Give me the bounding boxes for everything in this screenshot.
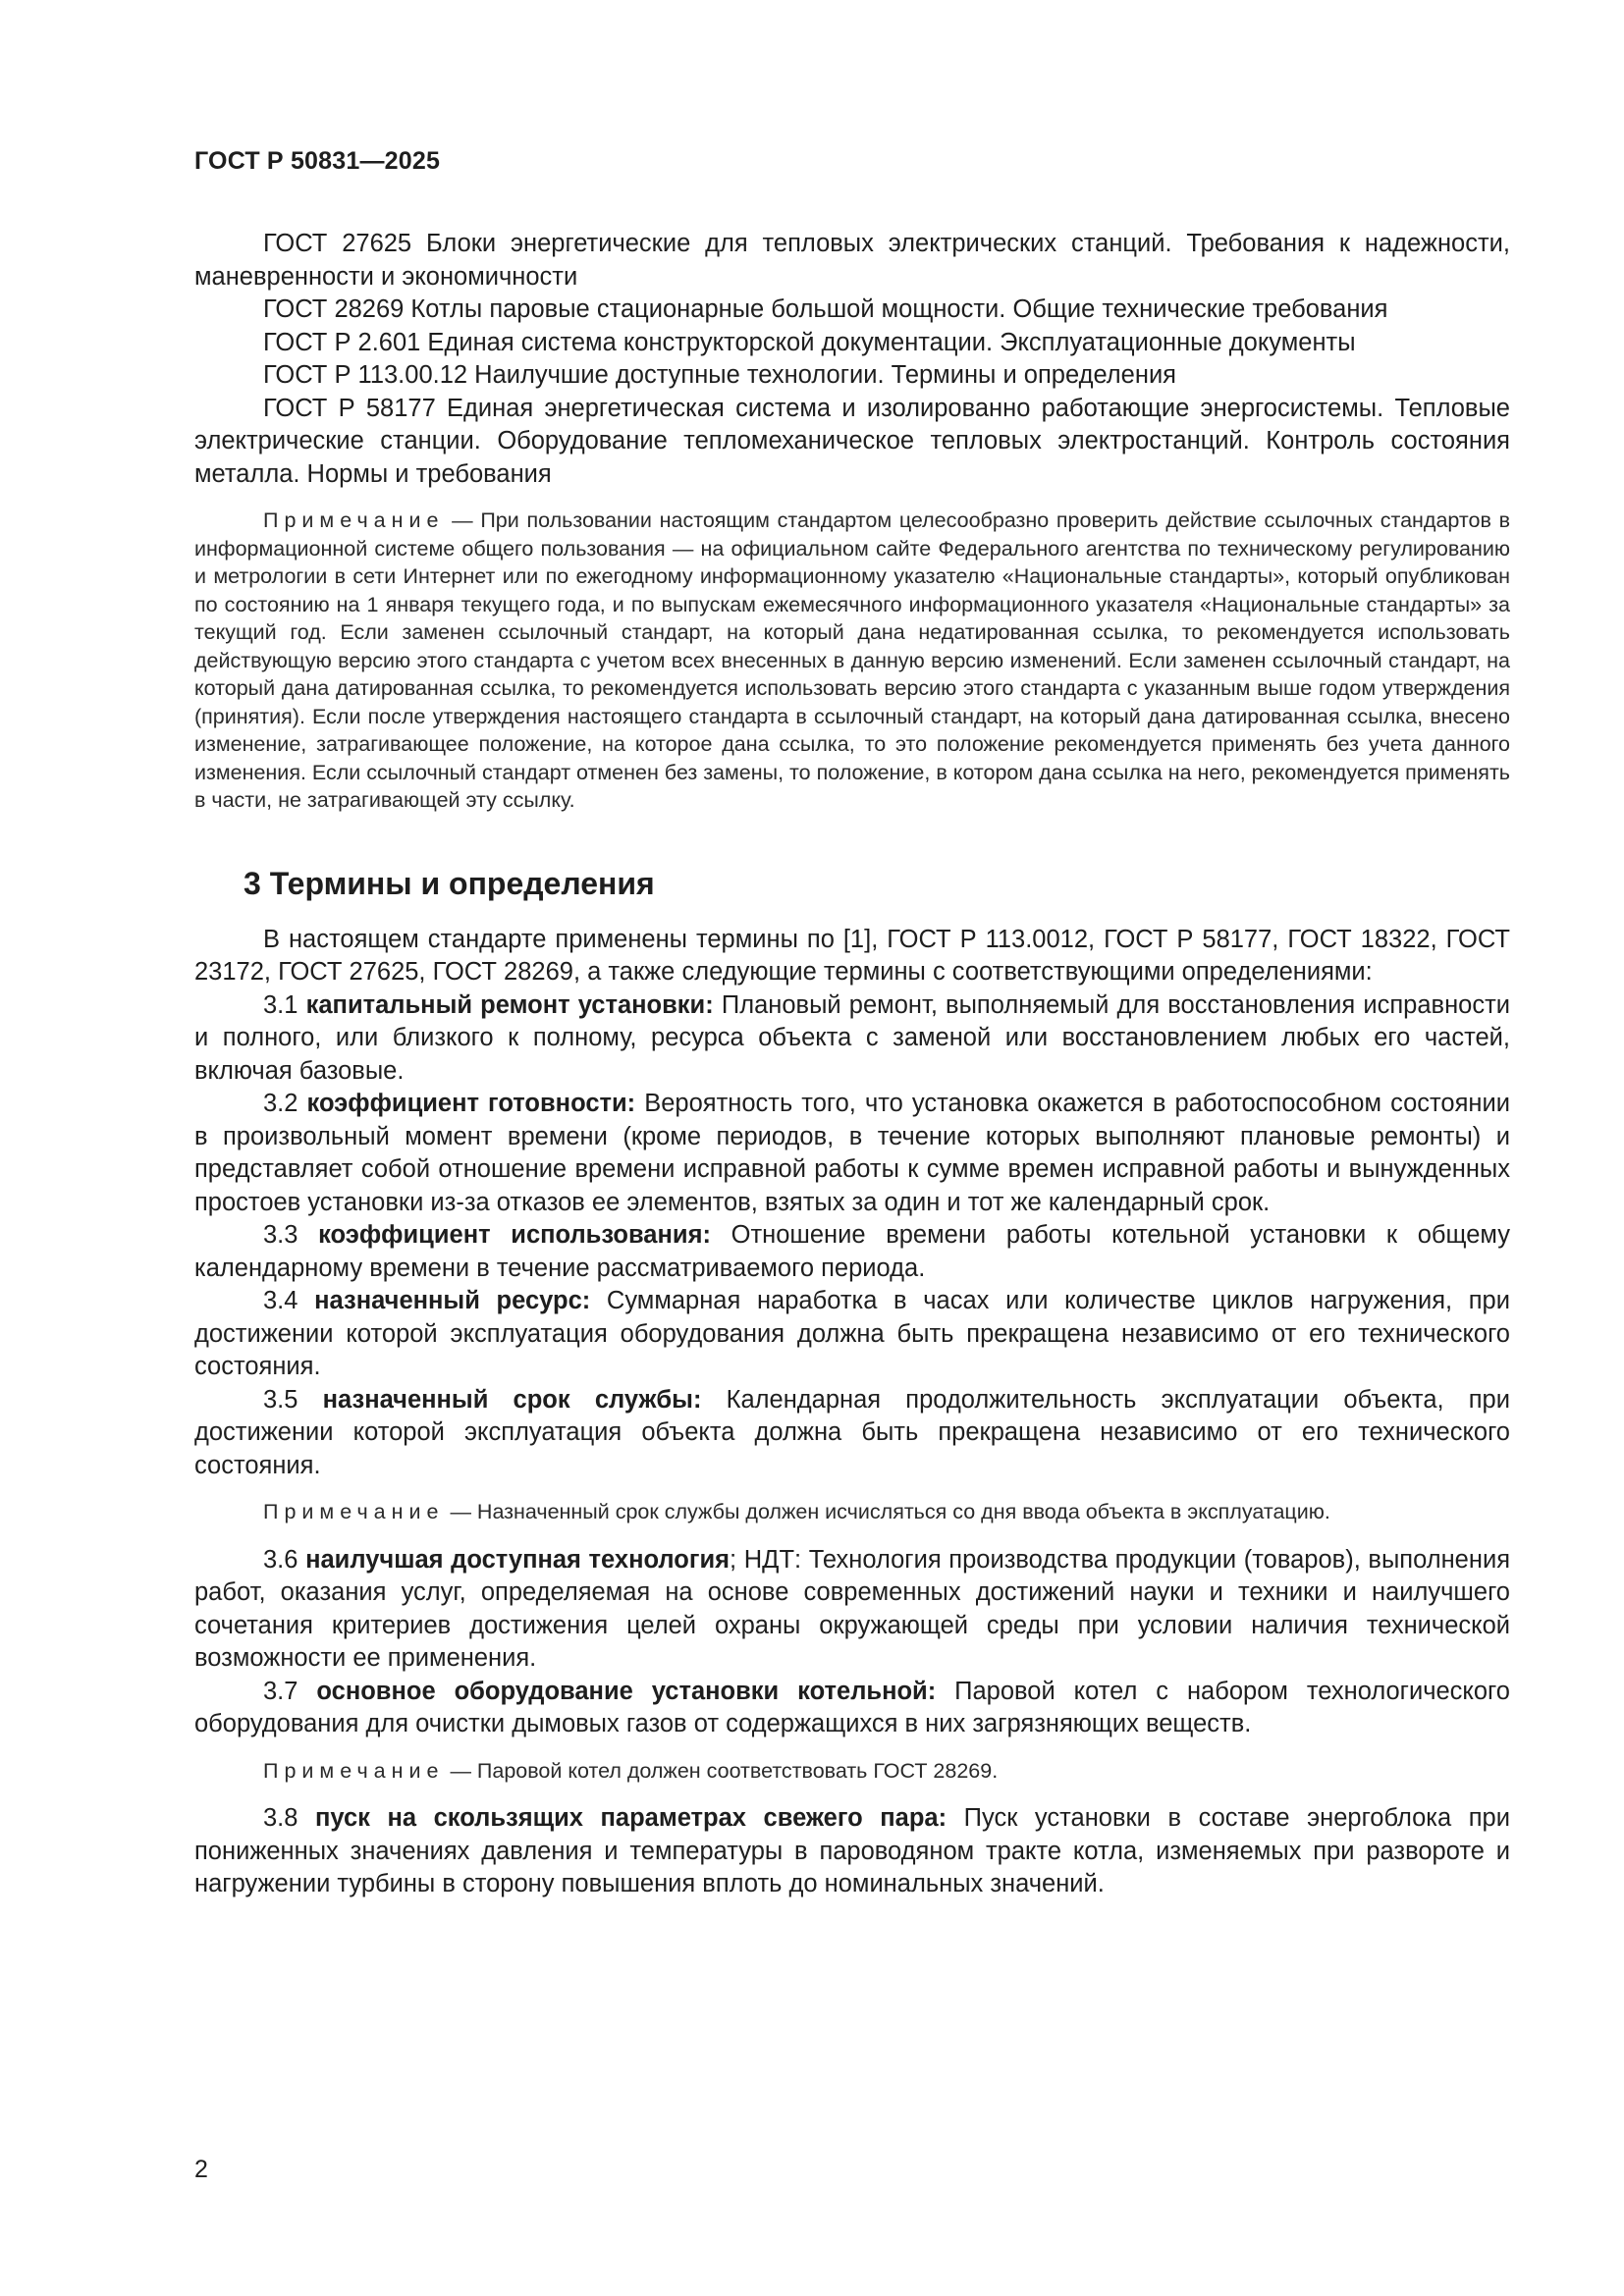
note-label: Примечание [263,1500,445,1523]
note-service-life [194,1498,1510,1526]
term-number: 3.8 [263,1804,298,1832]
section-3-intro: В настоящем стандарте применены термины по [1], ГОСТ Р 113.0012, ГОСТ Р 58177, ГОСТ 18322, ГОСТ 23172, ГОСТ 27625, ГОСТ 28269, а также следующие термины с соответствующими определениями: [194,925,1510,986]
term-definition: Суммарная наработка в часах или количестве циклов нагружения, при достижении которой эксплуатация оборудования должна быть прекращена независимо от его технического состояния. [194,1287,1510,1380]
term-name: коэффициент использования: [318,1221,711,1249]
term-name: назначенный срок службы: [322,1385,702,1414]
term-definition: Вероятность того, что установка окажется в работоспособном состоянии в произвольный момент времени (кроме периодов, в течение которых выполняют плановые ремонты) и представляет собой отношение времени исправной работы к сумме времен исправной работы и вынужденных простоев установки из-за отказов ее элементов, взятых за один и тот же календарный срок. [194,1090,1510,1216]
term-name: основное оборудование установки котельной: [316,1677,937,1705]
term-number: 3.5 [263,1385,298,1414]
term-number: 3.1 [263,990,298,1019]
section-3-title: 3 Термины и определения [244,865,655,901]
note-steam-boiler [194,1757,1510,1786]
note-text: — Паровой котел должен соответствовать ГОСТ 28269. [450,1758,999,1783]
term-definition: Паровой котел с набором технологического оборудования для очистки дымовых газов от содержащихся в них загрязняющих веществ. [194,1677,1510,1737]
page-header-title: ГОСТ Р 50831—2025 [194,147,441,175]
term-3-5 [194,1384,1510,1483]
page-number: 2 [194,2156,208,2183]
ref-gost-r-2-601: ГОСТ Р 2.601 Единая система конструкторской документации. Эксплуатационные документы [263,328,1356,356]
term-3-3 [194,1219,1510,1285]
term-name: назначенный ресурс: [314,1287,591,1314]
term-number: 3.4 [263,1287,298,1314]
term-definition: ; НДТ: Технология производства продукции (товаров), выполнения работ, оказания услуг, определяемая на основе современных достижений науки и техники и наилучшего сочетания критериев достижения целей охраны окружающей среды при условии наличия технической возможности ее применения. [194,1545,1510,1672]
term-definition: Календарная продолжительность эксплуатации объекта, при достижении которой эксплуатация объекта должна быть прекращена независимо от его технического состояния. [194,1385,1510,1479]
term-name: коэффициент готовности: [306,1090,636,1117]
note-references [194,507,1510,815]
term-3-6 [194,1544,1510,1676]
term-definition: Плановый ремонт, выполняемый для восстановления исправности и полного, или близкого к полному, ресурса объекта с заменой или восстановлением любых его частей, включая базовые. [194,990,1511,1085]
term-3-1 [194,989,1510,1089]
term-number: 3.3 [263,1221,298,1249]
term-name: наилучшая доступная технология [305,1545,731,1574]
ref-gost-27625: ГОСТ 27625 Блоки энергетические для тепловых электрических станций. Требования к надежности, маневренности и экономичности [194,230,1510,291]
term-3-4 [194,1285,1510,1384]
term-definition: Пуск установки в составе энергоблока при пониженных значениях давления и температуры в пароводяном тракте котла, изменяемых при развороте и нагружении турбины в сторону повышения вплоть до номинальных значений. [194,1804,1510,1897]
term-name: пуск на скользящих параметрах свежего пара: [315,1804,947,1832]
term-3-8 [194,1802,1510,1901]
term-number: 3.2 [263,1090,298,1117]
page-body [194,228,1510,1901]
term-definition: Отношение времени работы котельной установки к общему календарному времени в течение рассматриваемого периода. [194,1221,1510,1282]
term-number: 3.6 [263,1545,298,1574]
note-text: — Назначенный срок службы должен исчисляться со дня ввода объекта в эксплуатацию. [450,1500,1330,1523]
ref-gost-r-58177: ГОСТ Р 58177 Единая энергетическая система и изолированно работающие энергосистемы. Тепловые электрические станции. Оборудование тепломеханическое тепловых электростанций. Контроль состояния металла. Нормы и требования [194,394,1510,488]
term-name: капитальный ремонт установки: [305,990,714,1019]
note-label: Примечание [263,1758,445,1783]
note-label: Примечание [263,508,445,532]
term-number: 3.7 [263,1677,298,1705]
ref-gost-r-113-00-12: ГОСТ Р 113.00.12 Наилучшие доступные технологии. Термины и определения [263,361,1176,389]
note-text: — При пользовании настоящим стандартом целесообразно проверить действие ссылочных стандартов в информационной системе общего пользования — на официальном сайте Федерального агентства по техническому регулированию и метрологии в сети Интернет или по ежегодному информационному указателю «Национальные стандарты», который опубликован по состоянию на 1 января текущего года, и по выпускам ежемесячного информационного указателя «Национальные стандарты» за текущий год. Если заменен ссылочный стандарт, на который дана недатированная ссылка, то рекомендуется использовать действующую версию этого стандарта с учетом всех внесенных в данную версию изменений. Если заменен ссылочный стандарт, на который дана датированная ссылка, то рекомендуется использовать версию этого стандарта с указанным выше годом утверждения (принятия). Если после утверждения настоящего стандарта в ссылочный стандарт, на который дана датированная ссылка, внесено изменение, затрагивающее положение, на которое дана ссылка, то это положение рекомендуется применять без учета данного изменения. Если ссылочный стандарт отменен без замены, то положение, в котором дана ссылка на него, рекомендуется применять в части, не затрагивающей эту ссылку. [194,508,1510,812]
ref-gost-28269: ГОСТ 28269 Котлы паровые стационарные большой мощности. Общие технические требования [263,295,1388,323]
term-3-7 [194,1676,1510,1741]
term-3-2 [194,1088,1510,1219]
